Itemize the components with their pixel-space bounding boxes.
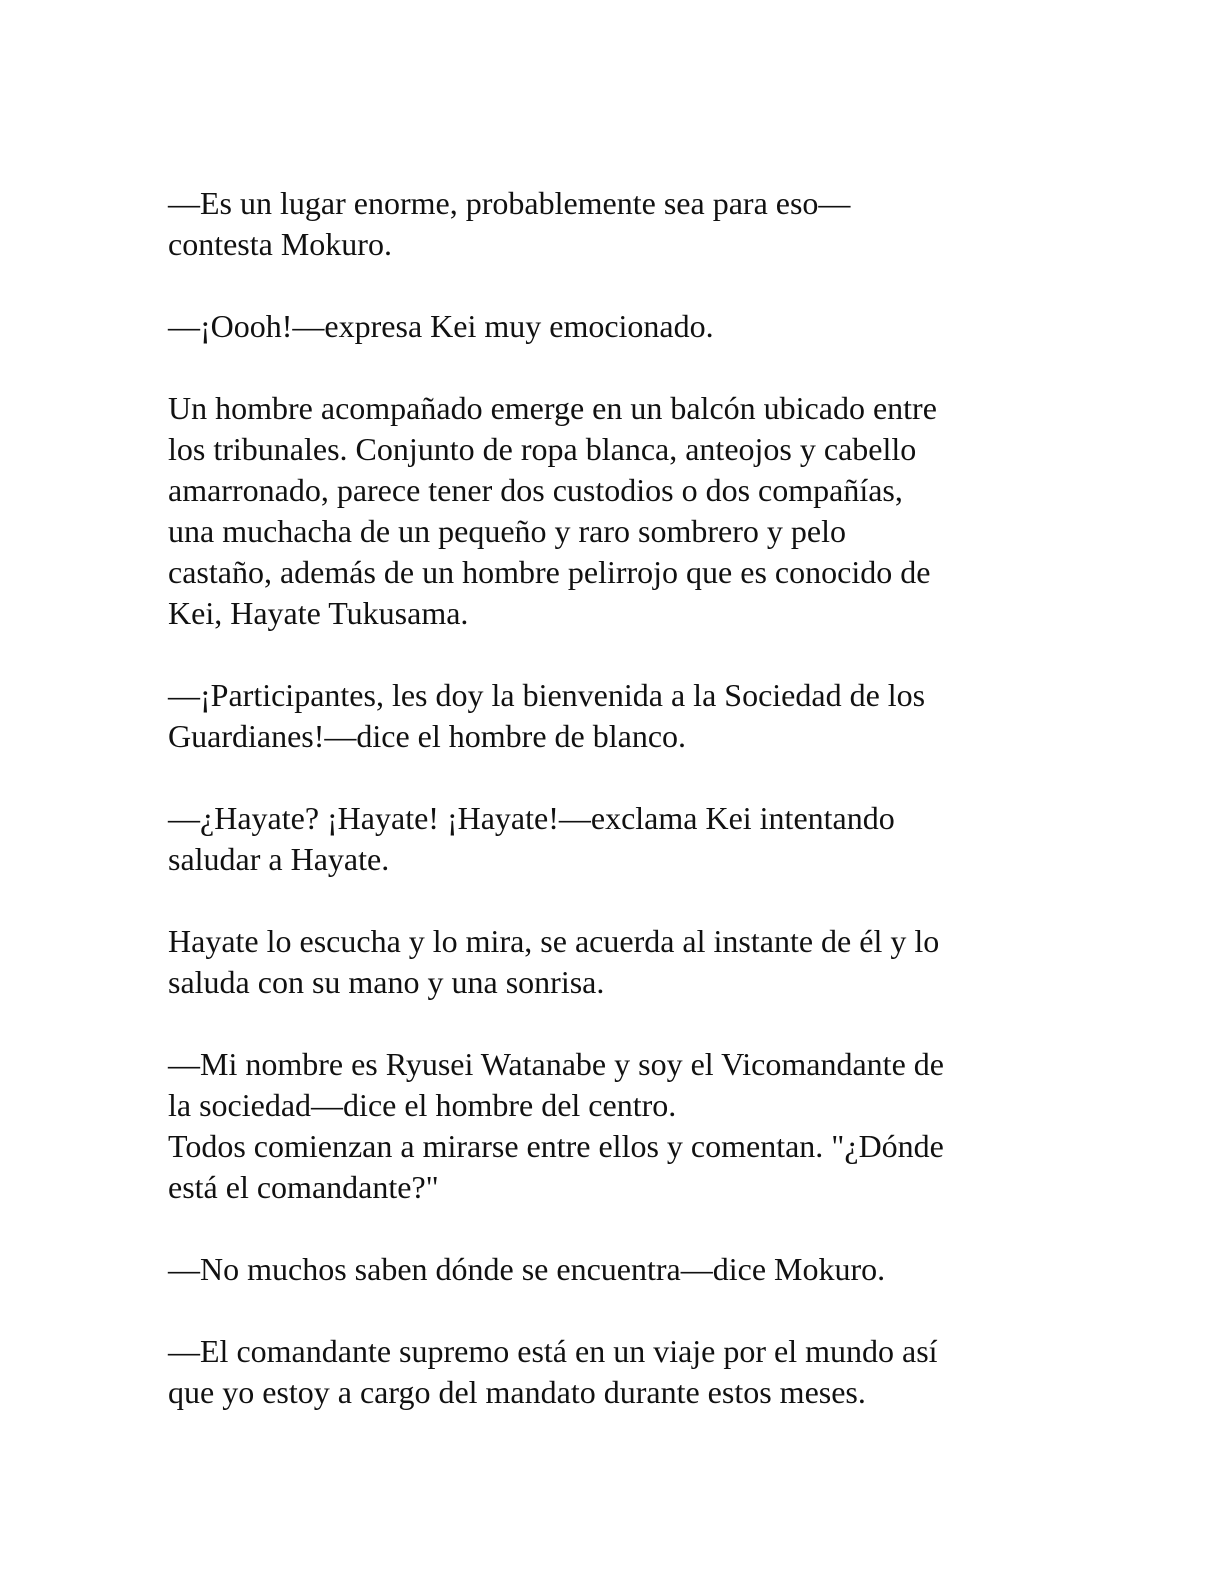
paragraph-5 [168, 798, 1058, 880]
paragraph-line: Guardianes!—dice el hombre de blanco. [168, 718, 687, 754]
paragraph-line: contesta Mokuro. [168, 226, 392, 262]
paragraph-line: saluda con su mano y una sonrisa. [168, 964, 605, 1000]
paragraph-line: Todos comienzan a mirarse entre ellos y comentan. "¿Dónde [168, 1128, 944, 1164]
paragraph-line: —Es un lugar enorme, probablemente sea para eso— [168, 185, 851, 221]
paragraph-line: saludar a Hayate. [168, 841, 390, 877]
paragraph-6 [168, 921, 1058, 1003]
paragraph-line: —¡Participantes, les doy la bienvenida a la Sociedad de los [168, 677, 926, 713]
paragraph-line: castaño, además de un hombre pelirrojo que es conocido de [168, 554, 931, 590]
paragraph-line: —No muchos saben dónde se encuentra—dice Mokuro. [168, 1251, 886, 1287]
paragraph-line: los tribunales. Conjunto de ropa blanca, anteojos y cabello [168, 431, 917, 467]
paragraph-line: —¿Hayate? ¡Hayate! ¡Hayate!—exclama Kei intentando [168, 800, 895, 836]
paragraph-line: —Mi nombre es Ryusei Watanabe y soy el Vicomandante de [168, 1046, 944, 1082]
paragraph-1 [168, 183, 1058, 265]
paragraph-line: Kei, Hayate Tukusama. [168, 595, 469, 631]
paragraph-line: Un hombre acompañado emerge en un balcón ubicado entre [168, 390, 937, 426]
paragraph-line: Hayate lo escucha y lo mira, se acuerda al instante de él y lo [168, 923, 940, 959]
paragraph-2 [168, 306, 1058, 347]
paragraph-line: que yo estoy a cargo del mandato durante estos meses. [168, 1374, 866, 1410]
paragraph-7 [168, 1044, 1058, 1126]
paragraph-line: la sociedad—dice el hombre del centro. [168, 1087, 677, 1123]
paragraph-9 [168, 1249, 1058, 1290]
paragraph-3 [168, 388, 1058, 634]
paragraph-8 [168, 1126, 1058, 1208]
paragraph-4 [168, 675, 1058, 757]
paragraph-10 [168, 1331, 1058, 1413]
paragraph-line: está el comandante?" [168, 1169, 439, 1205]
document-body [168, 183, 1058, 1454]
paragraph-line: —El comandante supremo está en un viaje por el mundo así [168, 1333, 938, 1369]
paragraph-line: una muchacha de un pequeño y raro sombrero y pelo [168, 513, 846, 549]
paragraph-line: —¡Oooh!—expresa Kei muy emocionado. [168, 308, 714, 344]
paragraph-line: amarronado, parece tener dos custodios o dos compañías, [168, 472, 903, 508]
